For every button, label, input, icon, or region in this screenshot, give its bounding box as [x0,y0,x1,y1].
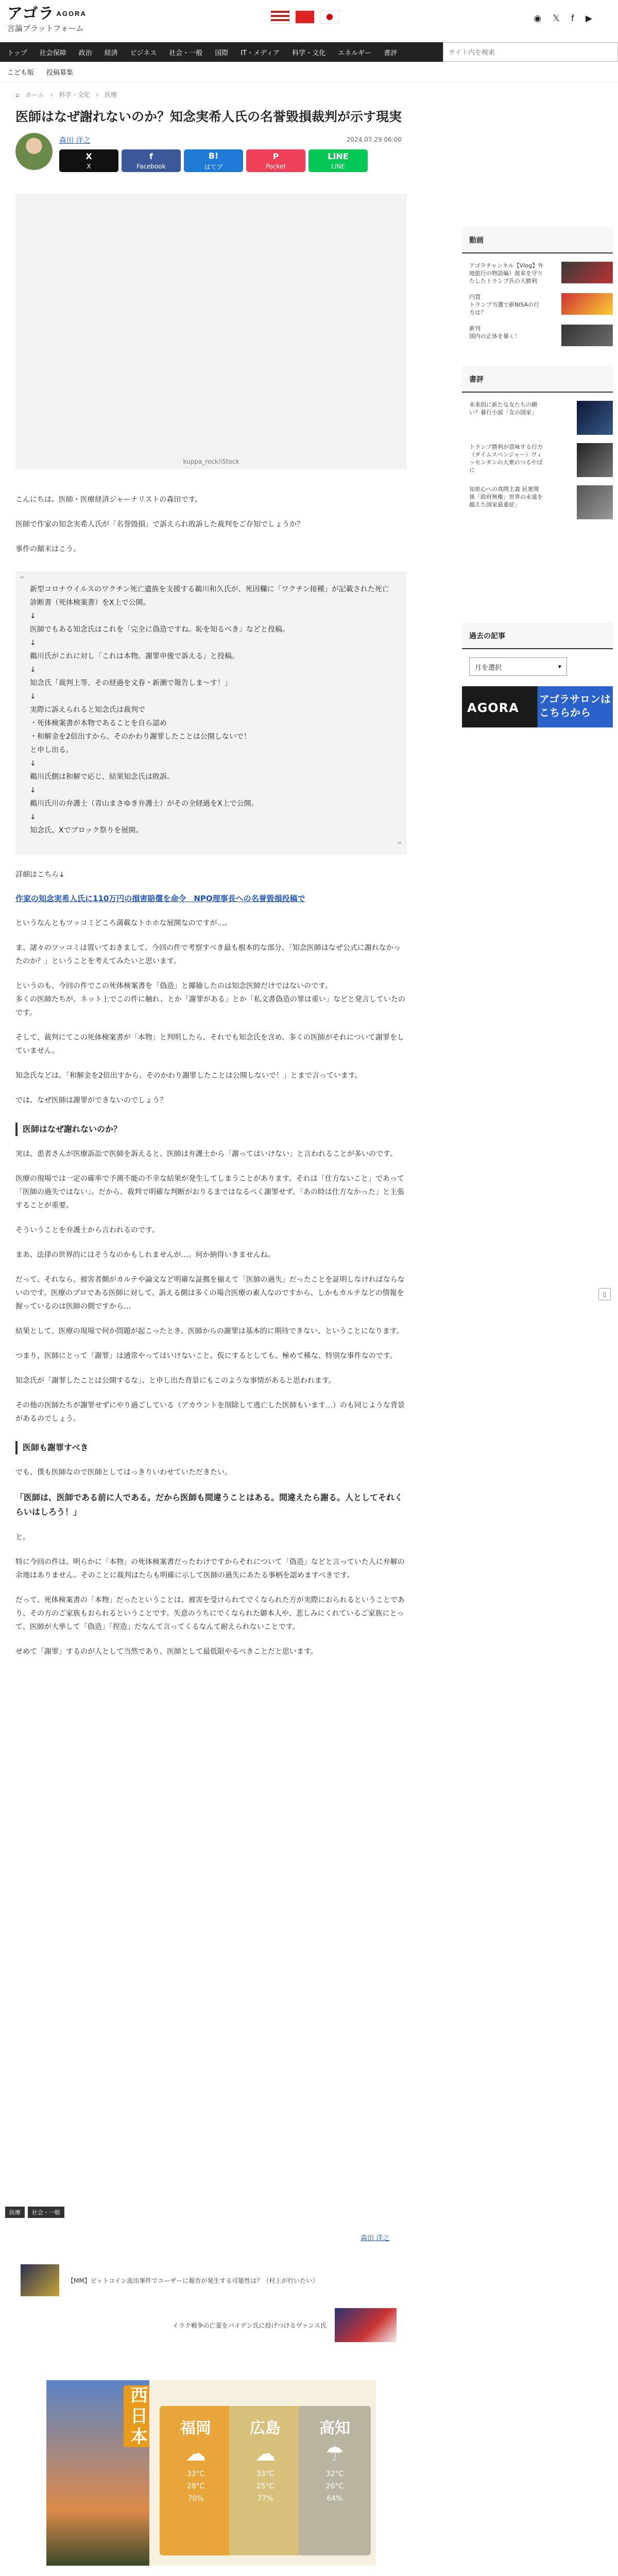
sidebar-book-item[interactable] [462,485,613,519]
facebook-icon: f [149,151,153,161]
related-thumbnail [21,2264,59,2296]
paragraph: そういうことを弁護士から言われるのです。 [15,1226,159,1234]
sidebar-video-item[interactable] [462,325,613,346]
paragraph: 知念氏などは、「和解金を2倍出すから、そのかわり謝罪したことは公開しないで！」とまで言っています。 [15,1072,362,1080]
paragraph: せめて「謝罪」するのが人として当然であり、医師として最低限やるべきことだと思います。 [15,1648,318,1656]
nav-item-politics[interactable]: 政治 [78,49,92,57]
quote-line: 医師でもある知念氏はこれを「完全に偽造ですね。恥を知るべき」などと投稿。 [30,625,289,634]
nav-item-top[interactable]: トップ [7,49,27,57]
paragraph: 特に今回の件は、明らかに「本物」の死体検案書だったわけですからそれについて「偽造」などと言っていた人に弁解の余地はありません。そのことに裁判はたらも明確に示して医師の過失にあたる事柄を認めますべきです。 [15,1558,405,1580]
breadcrumb-sep: › [96,91,99,98]
sidebar [462,227,613,727]
weather-city [229,2406,301,2555]
quote-close-icon: ” [397,840,402,851]
logo-main: アゴラ [7,5,55,22]
blockquote [15,571,407,855]
nav-item-it-media[interactable]: IT・メディア [241,49,280,57]
paragraph: というのも、今回の件でこの死体検案書を「偽造」と揶揄したのは知念医師だけではないのです。 [15,982,332,990]
weather-icon: ☂ [325,2442,344,2466]
related-article[interactable] [21,2308,412,2342]
paragraph: と。 [15,1533,30,1541]
paragraph: 知念氏が「謝罪したことは公開するな」、と申し出た背景にもこのような事情があると思われます。 [15,1377,336,1385]
paragraph: ま、諸々のツッコミは置いておきまして、今回の件で考察すべき最も根本的な部分、「知念医師はなぜ公式に謝れなかったのか？」ということを考えてみたいと思います。 [15,944,401,965]
weather-city [160,2406,232,2555]
share-hatena-button[interactable] [184,149,243,172]
city-name: 高知 [319,2419,350,2437]
hero-image [15,194,407,469]
salon-banner[interactable] [462,686,613,727]
sub-nav [0,62,618,82]
cn-flag-icon[interactable] [295,10,315,24]
banner-brand: AGORA [467,701,519,715]
article-tags [5,2207,64,2218]
site-header [0,0,618,42]
sidebar-item-text: トランプ勝利が意味する行方（ダイムスペンジャー）ヴィッセンダンの大衆のつるやばに [469,444,543,473]
ad-weather-panel [149,2380,376,2566]
header-social-icons [534,13,592,24]
tag-society[interactable]: 社会・一般 [28,2207,64,2218]
quote-line: ↓ [30,813,36,821]
quote-line: ↓ [30,786,36,794]
paragraph: 多くの医師たちが、ネット上でこの件に触れ、とか「謝罪がある」とか「私文書偽造の罪は重い」などと発言していたのです。 [15,995,405,1017]
sidebar-book-item[interactable] [462,401,613,435]
temp-high: 32°C [325,2470,344,2478]
related-title: イラク戦争の亡霊をバイデン氏に投げつけるヴァンス氏 [172,2321,327,2329]
share-label: はてブ [204,163,223,171]
city-name: 福岡 [180,2419,211,2437]
sidebar-item-text: 知欲心への真問主義 民衆関係「政府無権」世界の永遠を越えた国家最重症」 [469,486,543,508]
video-thumbnail [561,262,613,283]
nav-item-kids[interactable]: こども版 [7,69,35,77]
nav-item-energy[interactable]: エネルギー [338,49,372,57]
share-pocket-button[interactable] [246,149,305,172]
quote-line: 実際に訴えられると知念氏は裁判で [30,706,145,714]
quote-line: 鵜川氏がこれに対し「これは本物。謝罪申後で訴える」と投稿。 [30,652,239,660]
paragraph: でも、僕も医師なので医師としてはっきりいわせていただきたい。 [15,1468,232,1477]
image-caption: kuppa_rock/iStock [183,458,239,465]
quote-line: ↓ [30,759,36,768]
banner-text: アゴラサロンはこちらから [539,693,611,719]
sidebar-heading-video: 動画 [462,227,613,253]
quote-line: ↓ [30,692,36,701]
pocket-icon: P [272,151,279,161]
language-flags [270,10,339,24]
paragraph: 医療の現場では一定の確率で予測不能の不幸な結果が発生してしまうことがあります。それは「仕方ないこと」であって「医師の過失ではない」。だから、裁判で明確な判断がおりるまではなるべく謝罪せず、「あの時は仕方なかった」と主張することが重要。 [15,1175,404,1210]
article-meta [15,133,407,184]
quote-line: 鵜川氏川の弁護士（青山まさゆき弁護士）がその全経過をX上で公開。 [30,800,259,808]
breadcrumb-home[interactable]: ホーム [25,91,44,98]
book-thumbnail [577,485,613,519]
nav-item-international[interactable]: 国際 [215,49,229,57]
paragraph: その他の医師たちが謝罪せずにやり過ごしている（アカウントを削除して逃亡した医師もいます…）のも同じような背景があるのでしょう。 [15,1401,405,1423]
rss-icon[interactable]: ◉ [534,13,542,24]
publish-date: 2024.07.29 06:00 [346,136,402,143]
quote-line: ↓ [30,639,36,647]
section-heading: 医師も謝罪すべき [15,1441,407,1454]
quote-line: ・和解金を2倍出すから、そのかわり謝罪したことは公開しないで！ [30,733,251,741]
related-article[interactable] [21,2264,397,2296]
share-label: X [87,163,91,170]
paragraph: こんにちは。医師・医療経済ジャーナリストの森田です。 [15,496,202,504]
sidebar-item-text: 円貨 トランプ当選で新NISAの行方は？ [469,294,540,316]
paragraph: 実は、患者さんが医療訴訟で医師を訴えると、医師は弁護士から「謝ってはいけない」と言われることが多いのです。 [15,1150,397,1158]
page-title: 医師はなぜ謝れないのか？知念実希人氏の名誉毀損裁判が示す現実 [15,109,402,124]
logo-tagline: 言論プラットフォーム [7,24,84,33]
month-select[interactable] [469,657,567,676]
search-input[interactable] [443,43,617,61]
section-heading: 医師はなぜ謝れないのか？ [15,1123,407,1136]
article-main [15,90,407,1658]
paragraph: だって、それなら、被害者側がカルテや論文など明確な証拠を揃えて「医師の過失」だったことを証明しなければならないのです。医療のプロである医師に対して、訴える側は多くの場合医療の素人なのですから、しかもカルテなどの情報を握っているのは医師の側ですから… [15,1276,405,1311]
quote-line: 知念氏、Xでブロック祭りを展開。 [30,826,143,835]
share-label: LINE [331,163,345,170]
related-thumbnail [335,2308,397,2342]
related-title: 【MM】ビットコイン流出事件でユーザーに報告が発生する可能性は？（村上が行いたい） [67,2277,319,2284]
paragraph: では、なぜ医師は謝罪ができないのでしょう？ [15,1096,167,1105]
share-label: Pocket [265,163,286,170]
x-icon[interactable]: 𝕏 [553,13,560,24]
humidity: 64% [327,2495,343,2503]
sidebar-video-item[interactable] [462,293,613,316]
paragraph: 事件の顛末はこう。 [15,545,80,553]
x-icon: X [85,151,92,161]
sidebar-item-text: 未来的に新たな友たちの願い？暮行小説「女の国家」 [469,401,537,416]
temp-low: 28°C [186,2482,205,2490]
paragraph: 詳細はこちら↓ [15,871,65,879]
paragraph: まあ、法律の世界的にはそうなのかもしれませんが…。何か納得いきませんね。 [15,1251,275,1259]
share-x-button[interactable] [59,149,118,172]
site-search [443,42,618,62]
paragraph: 医師で作家の知念実希人氏が「名誉毀損」で訴えられ敗訴した裁判をご存知でしょうか？ [15,520,304,529]
author-link[interactable]: 森田 洋之 [59,137,91,145]
quote-line: ↓ [30,612,36,620]
source-article-link[interactable]: 作家の知念実希人氏に110万円の損害賠償を命令 NPO理事長への名誉毀損投稿で [15,894,305,903]
share-facebook-button[interactable] [122,149,181,172]
temp-high: 33°C [186,2470,205,2478]
emphasis-quote: 「医師は、医師である前に人である。だから医師も間違うことはある。間違えたら謝る。人としてそれくらいはしろう！」 [15,1493,403,1517]
paragraph: 結果として、医療の現場で何か問題が起こったとき、医師からの謝罪は基本的に期待できない、ということになります。 [15,1327,404,1335]
weather-city [299,2406,371,2555]
month-select-value: 月を選択 [475,664,502,672]
video-thumbnail [561,293,613,315]
author-footer-link[interactable]: 森田 洋之 [360,2234,390,2242]
city-name: 広島 [250,2419,281,2437]
temp-low: 26°C [325,2482,344,2490]
video-thumbnail [561,325,613,346]
nav-item-business[interactable]: ビジネス [130,49,157,57]
avatar[interactable] [15,133,53,170]
sidebar-video-item[interactable] [462,262,613,285]
temp-high: 33°C [256,2470,274,2478]
logo-sub: AGORA [56,10,87,18]
paragraph: だって、死体検案書の「本物」だったということは、被害を受けられてでくなられた方が実際におられるということであり、その方のご家族もおられるということです。失意のうちにでくなられた御本人や、悲しみにくれているご家族にとって、医師が大挙して「偽造」「捏造」だなんて言ってくるなんて耐えられないことです。 [15,1596,405,1631]
paragraph: そして、裁判にてこの死体検案書が「本物」と判明したら、それでも知念氏を含め、多くの医師がそれについて謝罪をしていません。 [15,1033,404,1055]
quote-line: ↓ [30,666,36,674]
temp-low: 25°C [256,2482,274,2490]
nav-item-books[interactable]: 書評 [384,49,398,57]
us-flag-icon[interactable] [270,10,290,24]
weather-icon: ☁ [185,2442,206,2466]
nav-item-social-security[interactable]: 社会保障 [39,49,66,57]
bookmark-icon[interactable]: ▯ [598,1288,611,1300]
nav-item-society[interactable]: 社会・一般 [169,49,203,57]
breadcrumb [15,90,407,99]
sidebar-item-text: アゴラチャンネル【Vlog】外地旅行の物語編）渡来を守りたしたトランプ氏の大勝利 [469,262,544,284]
nav-item-science[interactable]: 科学・文化 [292,49,326,57]
quote-line: ・死体検案書が本物であることを自ら認め [30,719,167,727]
quote-line: 新型コロナウイルスのワクチン死亡遺族を支援する鵜川和久氏が、死因欄に「ワクチン接種」が記載された死亡診断書（死体検案書）をX上で公開。 [30,585,389,607]
nav-item-economy[interactable]: 経済 [104,49,118,57]
nav-item-submit[interactable]: 投稿募集 [46,69,74,77]
chevron-down-icon: ▾ [558,663,561,671]
quote-line: 鵜川氏側は和解で応じ、結果知念氏は敗訴。 [30,773,174,781]
tag-medical[interactable]: 医療 [5,2207,25,2218]
share-line-button[interactable] [308,149,368,172]
sidebar-book-item[interactable] [462,443,613,477]
paragraph: というなんともツッコミどころ満載なトホホな展開なのですが…。 [15,919,232,927]
sidebar-item-text: 新刊 国内の正体を暴く！ [469,325,520,340]
hatena-icon: B! [208,150,219,161]
share-label: Facebook [136,163,166,170]
weather-icon: ☁ [255,2442,276,2466]
quote-line: 知念氏「裁判上等、その経過を文春・新潮で報告しま〜す！」 [30,679,232,687]
book-thumbnail [577,401,613,435]
weather-ad[interactable] [46,2380,376,2566]
sidebar-heading-archive: 過去の記事 [462,622,613,649]
humidity: 77% [257,2495,273,2503]
sidebar-heading-books: 書評 [462,366,613,393]
breadcrumb-category[interactable]: 科学・文化 [59,91,90,98]
jp-flag-icon[interactable] [320,10,339,24]
ad-headline: 西日本 [124,2385,154,2447]
quote-open-icon: “ [20,574,25,585]
quote-line: と申し出る。 [30,746,73,754]
youtube-icon[interactable]: ▶ [585,13,592,24]
share-buttons [59,149,368,172]
facebook-icon[interactable]: f [571,13,574,24]
paragraph: つまり、医師にとって「謝罪」は通常やってはいけないこと。仮にするとしても、極めて稀な、特別な事件なのです。 [15,1352,397,1360]
book-thumbnail [577,443,613,477]
humidity: 70% [187,2495,204,2503]
line-icon: LINE [328,151,349,161]
home-icon: ⌂ [15,91,20,98]
site-logo[interactable] [7,6,87,33]
breadcrumb-sep: › [50,91,53,98]
breadcrumb-current[interactable]: 医療 [105,91,117,98]
